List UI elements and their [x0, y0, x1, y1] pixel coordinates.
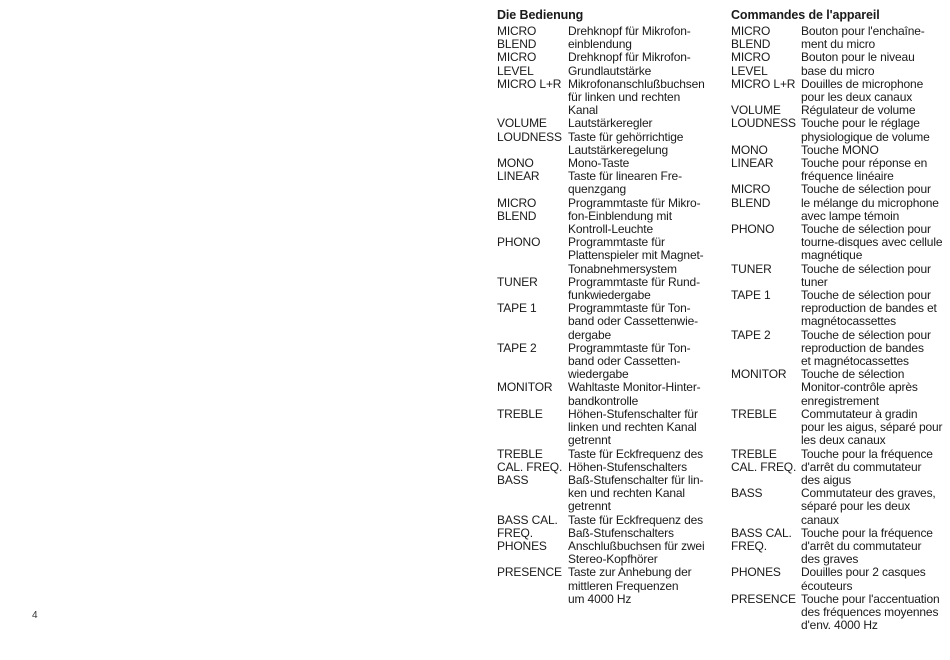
control-description: Taste für linearen Fre- quenzgang — [568, 169, 682, 197]
control-entry — [497, 381, 715, 407]
control-description: Touche de sélection pour tourne-disques avec cellule magnétique — [801, 222, 943, 263]
control-entry — [731, 183, 946, 223]
control-entry — [731, 408, 946, 448]
control-entry — [497, 474, 715, 514]
control-term: TAPE 1 — [731, 288, 771, 303]
control-entry — [731, 289, 946, 329]
control-description: Touche de sélection pour reproduction de bandes et magnétocassettes — [801, 327, 931, 369]
control-description: Commutateur des graves, séparé pour les deux canaux — [801, 486, 936, 527]
control-entry — [731, 448, 946, 488]
control-term: TREBLE CAL. FREQ. — [497, 446, 563, 474]
control-entry — [497, 448, 715, 474]
control-entry — [731, 566, 946, 592]
control-entry — [497, 117, 715, 130]
control-description: Régulateur de volume — [801, 103, 916, 118]
control-term: TAPE 2 — [497, 340, 537, 355]
control-description: Taste für Eckfrequenz des Baß-Stufenschalters — [568, 512, 703, 540]
control-description: Programmtaste für Mikro- fon-Einblendung mit Kontroll-Leuchte — [568, 195, 701, 237]
control-term: TUNER — [497, 274, 538, 289]
control-term: BASS CAL. FREQ. — [731, 525, 792, 553]
control-description: Touche de sélection Monitor-contrôle après enregistrement — [801, 367, 918, 408]
control-entry — [731, 51, 946, 77]
control-term: MICRO BLEND — [731, 182, 771, 210]
control-entry — [497, 51, 715, 77]
control-entry — [497, 25, 715, 51]
control-entry — [497, 170, 715, 196]
control-description: Programmtaste für Plattenspieler mit Magnet- Tonabnehmersystem — [568, 235, 704, 276]
control-term: MICRO BLEND — [497, 24, 537, 52]
control-description: Drehknopf für Mikrofon- einblendung — [568, 24, 691, 52]
control-entry — [497, 131, 715, 157]
control-description: Touche de sélection pour tuner — [801, 261, 931, 289]
control-description: Programmtaste für Ton- band oder Cassetten- wiedergabe — [568, 340, 691, 382]
german-entry-list — [497, 25, 715, 606]
control-entry — [497, 236, 715, 276]
control-term: VOLUME — [497, 116, 547, 131]
control-term: MICRO L+R — [731, 76, 796, 91]
page-number: 4 — [32, 610, 38, 621]
control-description: Mikrofonanschlußbuchsen für linken und rechten Kanal — [568, 76, 705, 118]
control-entry — [497, 342, 715, 382]
control-term: MICRO LEVEL — [731, 50, 771, 78]
control-term: BASS — [497, 472, 529, 487]
french-entry-list — [731, 25, 946, 632]
control-term: TAPE 2 — [731, 327, 771, 342]
control-entry — [731, 527, 946, 567]
french-controls-column — [731, 8, 946, 632]
control-description: Taste für gehörrichtige Lautstärkeregelung — [568, 129, 684, 157]
control-description: Drehknopf für Mikrofon- Grundlautstärke — [568, 50, 691, 78]
control-description: Mono-Taste — [568, 156, 630, 171]
control-term: MONITOR — [497, 380, 553, 395]
control-term: TAPE 1 — [497, 301, 537, 316]
control-description: Bouton pour l'enchaîne- ment du micro — [801, 24, 925, 52]
control-term: MICRO LEVEL — [497, 50, 537, 78]
control-term: PHONO — [731, 222, 775, 237]
control-description: Bouton pour le niveau base du micro — [801, 50, 915, 78]
control-term: MICRO BLEND — [731, 24, 771, 52]
control-description: Douilles pour 2 casques écouteurs — [801, 565, 926, 593]
control-term: MICRO BLEND — [497, 195, 537, 223]
control-description: Touche pour la fréquence d'arrêt du commutateur des aigus — [801, 446, 933, 487]
control-term: LINEAR — [497, 169, 540, 184]
control-description: Höhen-Stufenschalter für linken und rechten Kanal getrennt — [568, 406, 698, 448]
control-entry — [731, 329, 946, 369]
control-entry — [731, 157, 946, 183]
control-term: TREBLE — [497, 406, 543, 421]
control-description: Touche de sélection pour le mélange du microphone avec lampe témoin — [801, 182, 939, 223]
control-term: VOLUME — [731, 103, 781, 118]
control-description: Commutateur à gradin pour les aigus, séparé pour les deux canaux — [801, 406, 943, 448]
control-term: MICRO L+R — [497, 76, 562, 91]
control-description: Taste zur Anhebung der mittleren Frequenzen um 4000 Hz — [568, 565, 692, 606]
control-entry — [731, 487, 946, 527]
control-description: Lautstärkeregler — [568, 116, 653, 131]
german-controls-column — [497, 8, 715, 606]
control-entry — [497, 540, 715, 566]
control-term: PHONES — [497, 538, 547, 553]
control-term: TREBLE CAL. FREQ. — [731, 446, 797, 474]
control-term: LINEAR — [731, 156, 774, 171]
control-entry — [497, 514, 715, 540]
control-term: MONO — [497, 156, 534, 171]
control-term: LOUDNESS — [731, 116, 796, 131]
control-entry — [731, 223, 946, 263]
control-entry — [497, 78, 715, 118]
control-entry — [731, 263, 946, 289]
control-description: Baß-Stufenschalter für lin- ken und rechten Kanal getrennt — [568, 472, 704, 514]
control-entry — [731, 117, 946, 143]
control-term: BASS — [731, 486, 763, 501]
control-description: Anschlußbuchsen für zwei Stereo-Kopfhörer — [568, 538, 705, 567]
control-entry — [497, 302, 715, 342]
control-term: PHONES — [731, 565, 781, 580]
control-entry — [497, 566, 715, 606]
control-description: Touche pour la fréquence d'arrêt du commutateur des graves — [801, 525, 933, 567]
control-entry — [731, 593, 946, 633]
control-description: Touche pour l'accentuation des fréquences moyennes d'env. 4000 Hz — [801, 591, 940, 633]
control-description: Touche pour le réglage physiologique de volume — [801, 116, 930, 144]
control-term: PHONO — [497, 235, 541, 250]
control-entry — [731, 25, 946, 51]
control-description: Taste für Eckfrequenz des Höhen-Stufenschalters — [568, 446, 703, 474]
control-entry — [731, 78, 946, 104]
french-section-title: Commandes de l'appareil — [731, 8, 880, 22]
control-description: Touche pour réponse en fréquence linéaire — [801, 156, 928, 184]
control-description: Douilles de microphone pour les deux canaux — [801, 76, 924, 105]
control-term: PRESENCE — [497, 565, 562, 580]
control-description: Touche MONO — [801, 142, 879, 157]
control-term: LOUDNESS — [497, 129, 562, 144]
control-description: Programmtaste für Rund- funkwiedergabe — [568, 274, 700, 303]
control-term: TUNER — [731, 261, 772, 276]
control-entry — [497, 197, 715, 237]
control-description: Touche de sélection pour reproduction de bandes et magnétocassettes — [801, 288, 937, 329]
german-section-title: Die Bedienung — [497, 8, 584, 22]
control-entry — [731, 368, 946, 408]
control-description: Programmtaste für Ton- band oder Cassettenwie- dergabe — [568, 301, 698, 342]
control-term: MONITOR — [731, 367, 787, 382]
control-description: Wahltaste Monitor-Hinter- bandkontrolle — [568, 380, 701, 408]
control-entry — [497, 408, 715, 448]
control-term: PRESENCE — [731, 591, 796, 606]
control-term: TREBLE — [731, 406, 777, 421]
control-term: BASS CAL. FREQ. — [497, 512, 558, 540]
control-term: MONO — [731, 142, 768, 157]
control-entry — [497, 276, 715, 302]
